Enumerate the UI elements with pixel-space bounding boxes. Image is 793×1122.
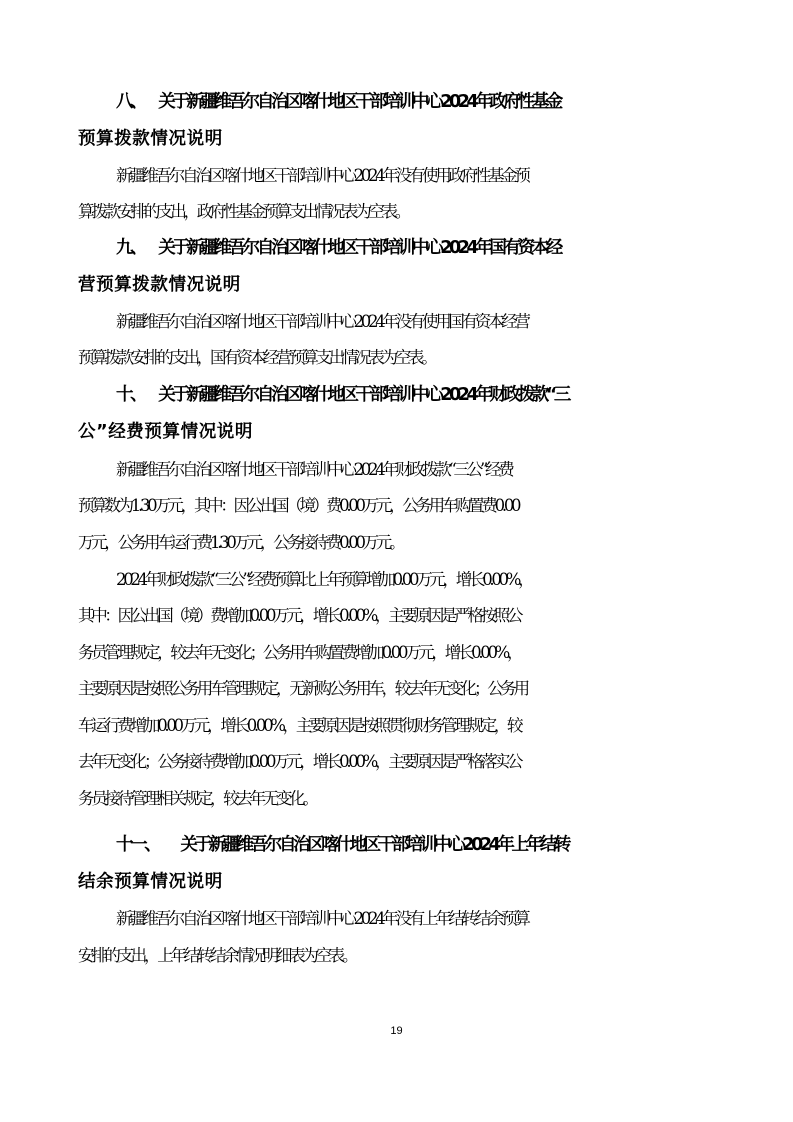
page-number: 19 <box>390 1025 403 1037</box>
section-8-title-part1: 关于新疆维吾尔自治区喀什地区干部培训中心2024年政府性基金 <box>158 92 560 112</box>
section-10-para2-line4: 主要原因是按照公务用车管理规定，无新购公务用车，较去年无变化；公务用 <box>78 679 527 698</box>
section-10-heading-line2: 公”经费预算情况说明 <box>78 422 254 442</box>
section-11-para-line1: 新疆维吾尔自治区喀什地区干部培训中心2024年没有上年结转结余预算 <box>116 909 528 928</box>
section-10-para1-line3: 万元，公务用车运行费1.30万元，公务接待费0.00万元。 <box>78 533 403 552</box>
section-10-number: 十、 <box>116 385 145 405</box>
section-10-heading-line1 <box>116 377 716 414</box>
section-10-para2-line6: 去年无变化；公务接待费增加0.00万元，增长0.00%，主要原因是严格落实公 <box>78 752 521 771</box>
section-8-heading-line1 <box>116 84 716 121</box>
section-8-heading-line2: 预算拨款情况说明 <box>78 129 223 149</box>
section-9-heading-line1 <box>116 230 716 267</box>
section-11-title-part1: 关于新疆维吾尔自治区喀什地区干部培训中心2024年上年结转 <box>180 835 568 855</box>
section-10-para1-line1: 新疆维吾尔自治区喀什地区干部培训中心2024年财政拨款“三公”经费 <box>116 460 512 479</box>
section-8-number: 八、 <box>116 92 145 112</box>
section-8-para-line2: 算拨款安排的支出，政府性基金预算支出情况表为空表。 <box>78 202 409 221</box>
section-11-para-line2: 安排的支出，上年结转结余情况明细表为空表。 <box>78 946 356 965</box>
section-9-title-part1: 关于新疆维吾尔自治区喀什地区干部培训中心2024年国有资本经 <box>158 238 560 258</box>
section-11-number: 十一、 <box>116 835 159 855</box>
section-11-heading-line1 <box>116 827 716 864</box>
section-9-heading-line2: 营预算拨款情况说明 <box>78 275 241 295</box>
section-10-para2-line5: 车运行费增加0.00万元，增长0.00%，主要原因是按照贯彻财务管理规定，较 <box>78 716 521 735</box>
section-10-para2-line7: 务员接待管理相关规定，较去年无变化。 <box>78 789 316 808</box>
section-11-heading-line2: 结余预算情况说明 <box>78 872 223 892</box>
section-10-para2-line2: 其中：因公出国（境）费增加0.00万元，增长0.00%，主要原因是严格按照公 <box>78 606 521 625</box>
section-9-para-line2: 预算拨款安排的支出，国有资本经营预算支出情况表为空表。 <box>78 348 435 367</box>
section-10-para1-line2: 预算数为1.30万元，其中：因公出国（境）费0.00万元，公务用车购置费0.00 <box>78 496 519 515</box>
section-8-para-line1: 新疆维吾尔自治区喀什地区干部培训中心2024年没有使用政府性基金预 <box>116 166 528 185</box>
section-10-para2-line1: 2024年财政拨款“三公”经费预算比上年预算增加0.00万元，增长0.00%， <box>116 570 532 589</box>
section-9-para-line1: 新疆维吾尔自治区喀什地区干部培训中心2024年没有使用国有资本经营 <box>116 312 528 331</box>
section-10-para2-line3: 务员管理规定，较去年无变化；公务用车购置费增加0.00万元，增长0.00%， <box>78 643 521 662</box>
section-9-number: 九、 <box>116 238 145 258</box>
section-10-title-part1: 关于新疆维吾尔自治区喀什地区干部培训中心2024年财政拨款“三 <box>158 385 569 405</box>
